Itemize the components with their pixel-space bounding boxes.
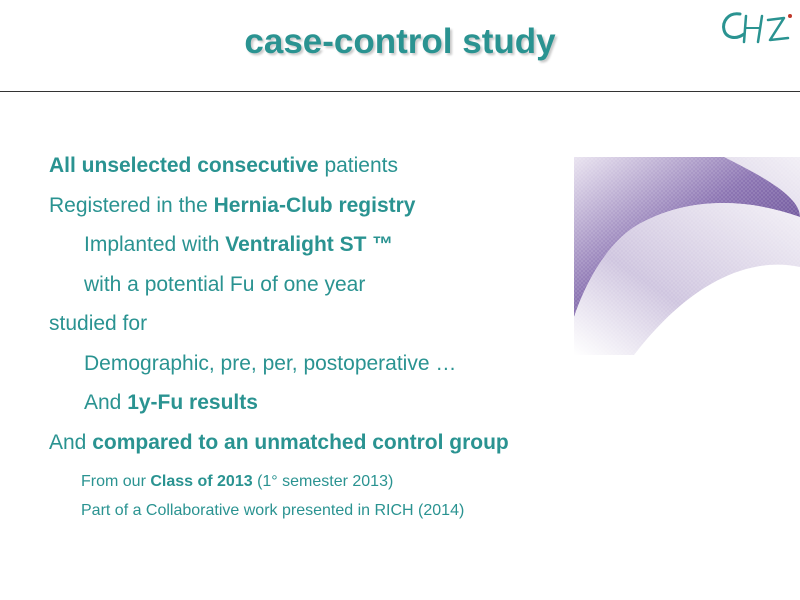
text-span: Implanted with bbox=[84, 233, 226, 256]
bold-text: compared to an unmatched control group bbox=[92, 430, 509, 454]
bullet-line bbox=[49, 496, 749, 525]
bullet-line bbox=[49, 383, 749, 423]
bold-text: Hernia-Club registry bbox=[213, 193, 416, 217]
text-span: patients bbox=[318, 154, 398, 177]
text-span: Demographic, pre, per, postoperative … bbox=[84, 351, 457, 375]
title-divider bbox=[0, 91, 800, 92]
text-span: And bbox=[49, 430, 93, 454]
text-span: Registered in the bbox=[49, 193, 214, 217]
mesh-image bbox=[574, 157, 800, 355]
text-span: Part of a Collaborative work presented in RICH (2014) bbox=[81, 502, 465, 519]
text-span: studied for bbox=[49, 312, 148, 335]
text-span: And bbox=[84, 391, 128, 414]
chz-logo-icon bbox=[718, 6, 796, 50]
bullet-line bbox=[49, 467, 749, 496]
bold-text: Class of 2013 bbox=[150, 473, 253, 490]
bold-text: Ventralight ST ™ bbox=[225, 233, 394, 256]
slide-title: case-control study bbox=[244, 22, 556, 61]
bold-text: 1y-Fu results bbox=[127, 391, 258, 414]
text-span: From our bbox=[81, 473, 151, 490]
text-span: with a potential Fu of one year bbox=[84, 272, 366, 296]
bullet-line bbox=[49, 423, 749, 463]
text-span: (1° semester 2013) bbox=[252, 473, 394, 490]
bold-text: All unselected consecutive bbox=[49, 154, 319, 177]
